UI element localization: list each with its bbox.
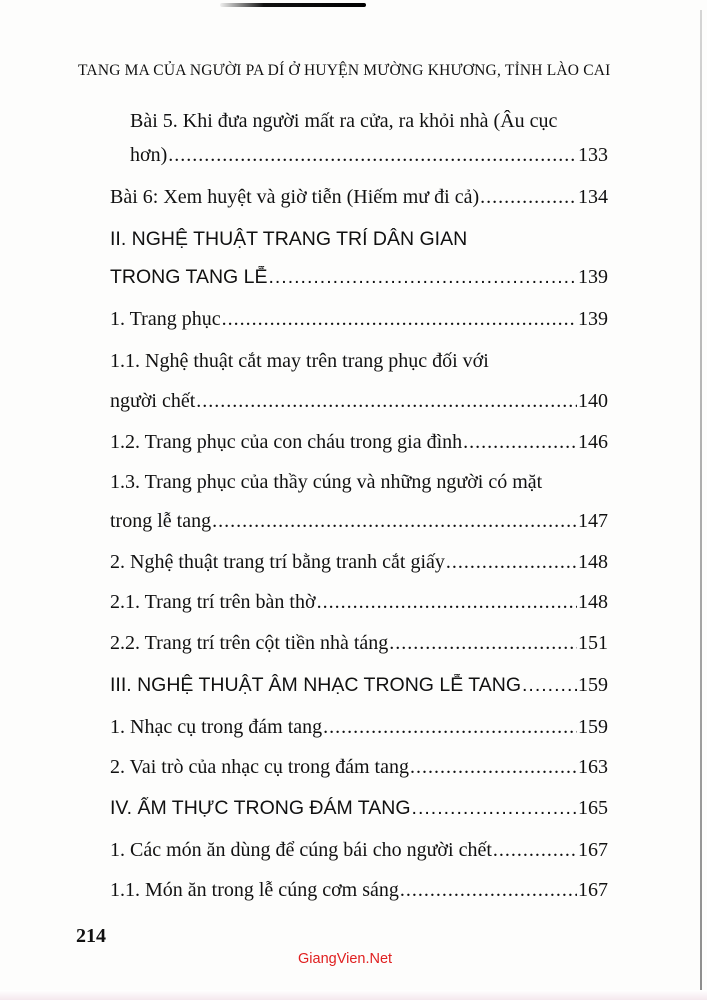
toc-entry-page: 147 [578,510,608,532]
toc-entry-title: 2.1. Trang trí trên bàn thờ [110,591,316,613]
toc-entry-page: 139 [578,308,608,330]
toc-entry-page: 134 [578,186,608,208]
toc-entry [110,756,608,786]
toc-entry [110,390,608,420]
toc-entry-page: 167 [578,839,608,861]
toc-entry [110,839,608,869]
toc-entry-title: Bài 6: Xem huyệt và giờ tiễn (Hiếm mư đi cả) [110,186,480,208]
toc-entry-page: 146 [578,431,608,453]
toc-entry-title: 1.3. Trang phục của thầy cúng và những người có mặt [110,471,543,493]
toc-entry-title: 1.1. Món ăn trong lễ cúng cơm sáng [110,879,399,901]
dot-leader [410,756,577,779]
toc-entry-title: 1.2. Trang phục của con cháu trong gia đình [110,431,463,453]
toc-entry-page: 148 [578,591,608,613]
dot-leader [412,797,577,820]
toc-entry-title: trong lễ tang [110,510,212,532]
scan-artifact-bar [220,3,366,7]
toc-entry-title: TRONG TANG LỄ [110,266,268,288]
watermark: GiangVien.Net [298,951,393,967]
dot-leader [446,551,577,574]
toc-entry [110,308,608,338]
toc-section-heading [110,266,608,296]
dot-leader [400,879,577,902]
toc-entry [130,110,608,140]
toc-entry [110,431,608,461]
toc-entry-title: II. NGHỆ THUẬT TRANG TRÍ DÂN GIAN [110,228,468,250]
dot-leader [522,674,577,697]
toc-entry [110,350,608,380]
toc-entry-page: 139 [578,266,608,288]
toc-entry-title: 1.1. Nghệ thuật cắt may trên trang phục đối với [110,350,489,372]
toc-entry-page: 159 [578,716,608,738]
toc-section-heading [110,228,608,258]
dot-leader [463,431,577,454]
toc-entry-title: 2. Nghệ thuật trang trí bằng tranh cắt giấy [110,551,445,573]
dot-leader [323,716,577,739]
toc-entry [110,716,608,746]
toc-entry-page: 167 [578,879,608,901]
toc-entry-title: người chết [110,390,196,412]
toc-section-heading [110,674,608,704]
toc-entry-title: 2. Vai trò của nhạc cụ trong đám tang [110,756,409,778]
dot-leader [196,390,577,413]
dot-leader [317,591,577,614]
toc-entry [110,632,608,662]
toc-entry-title: 1. Nhạc cụ trong đám tang [110,716,323,738]
running-head: TANG MA CỦA NGƯỜI PA DÍ Ở HUYỆN MƯỜNG KHƯƠNG, TỈNH LÀO CAI [78,62,611,79]
toc-entry-page: 165 [578,797,608,819]
dot-leader [222,308,577,331]
dot-leader [389,632,577,655]
toc-entry-page: 148 [578,551,608,573]
toc-entry-title: III. NGHỆ THUẬT ÂM NHẠC TRONG LỄ TANG [110,674,522,696]
toc-entry [110,879,608,909]
page-number: 214 [76,925,106,947]
toc-entry-title: 1. Trang phục [110,308,221,330]
dot-leader [493,839,577,862]
toc-entry-page: 163 [578,756,608,778]
toc-entry-title: 2.2. Trang trí trên cột tiền nhà táng [110,632,389,654]
toc-entry [110,186,608,216]
dot-leader [168,144,577,167]
toc-entry-page: 151 [578,632,608,654]
toc-entry-title: IV. ẨM THỰC TRONG ĐÁM TANG [110,797,411,819]
toc-entry [130,144,608,174]
toc-entry [110,551,608,581]
dot-leader [268,266,577,289]
toc-entry [110,471,608,501]
page-bottom-edge [0,990,707,1000]
toc-entry [110,591,608,621]
dot-leader [480,186,577,209]
toc-entry-page: 133 [578,144,608,166]
toc-entry [110,510,608,540]
toc-entry-title: 1. Các món ăn dùng để cúng bái cho người chết [110,839,492,861]
toc-entry-title: hơn) [130,144,168,166]
dot-leader [212,510,577,533]
toc-section-heading [110,797,608,827]
page-edge-shadow [700,10,702,990]
toc-entry-title: Bài 5. Khi đưa người mất ra cửa, ra khỏi nhà (Âu cục [130,110,558,132]
toc-entry-page: 159 [578,674,608,696]
toc-entry-page: 140 [578,390,608,412]
